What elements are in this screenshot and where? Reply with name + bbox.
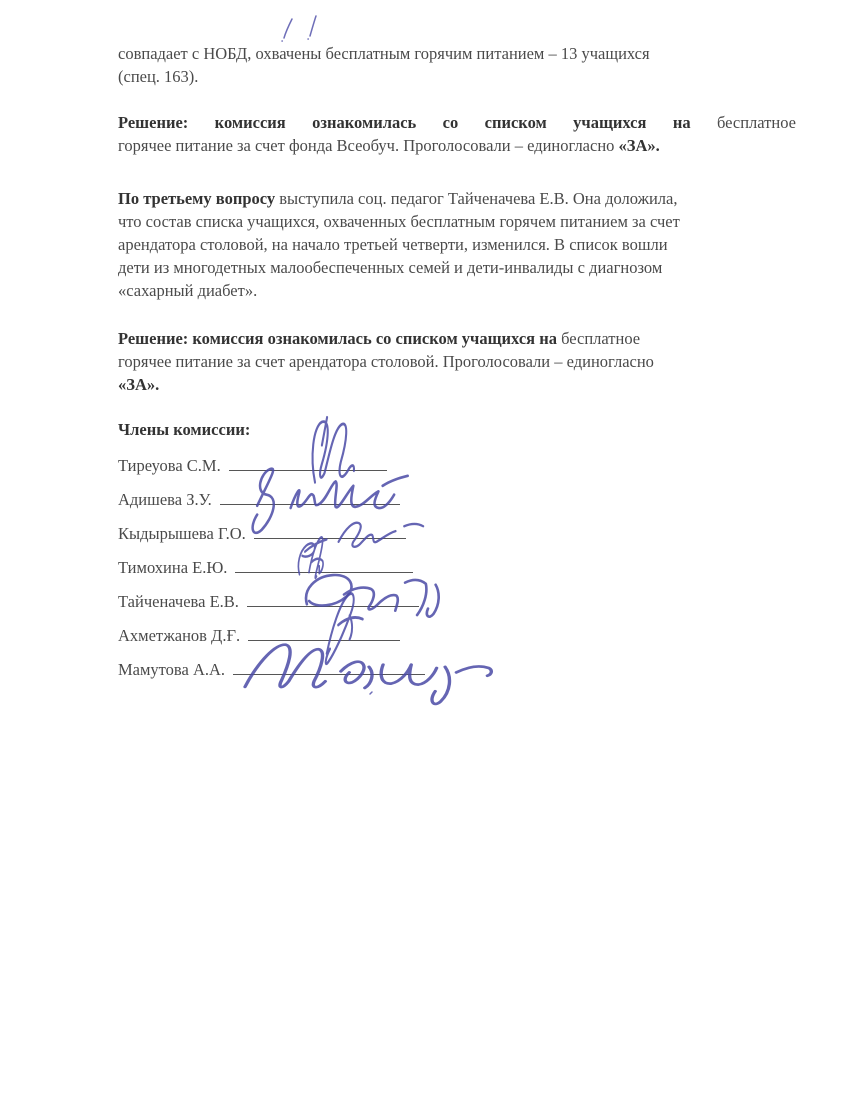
- bold-text: «ЗА».: [618, 136, 660, 155]
- body-text: «сахарный диабет».: [118, 281, 258, 300]
- p-third-question: [118, 187, 796, 302]
- text-line: [118, 111, 796, 134]
- signature-line: [254, 524, 406, 539]
- committee-heading: Члены комиссии:: [118, 420, 251, 439]
- member-name: Ахметжанов Д.Ғ.: [118, 626, 241, 645]
- p-intro: [118, 42, 796, 88]
- pen-tick-2-icon: [301, 13, 323, 39]
- signature-line: [229, 456, 387, 471]
- signature-row-1: [118, 449, 796, 483]
- bold-text: Решение: комиссия ознакомилась со списком учащихся на: [118, 113, 691, 132]
- body-text: горячее питание за счет арендатора столовой. Проголосовали – единогласно: [118, 352, 654, 371]
- member-name: Тиреуова С.М.: [118, 456, 221, 475]
- body-text: что состав списка учащихся, охваченных бесплатным горячем питанием за счет: [118, 212, 680, 231]
- bold-text: Решение: комиссия ознакомилась со списком учащихся на: [118, 329, 557, 348]
- body-text: выступила соц. педагог Тайченачева Е.В. Она доложила,: [275, 189, 678, 208]
- bold-text: «ЗА».: [118, 375, 160, 394]
- member-name: Тайченачева Е.В.: [118, 592, 239, 611]
- p-decision-2: [118, 327, 796, 396]
- text-line: [118, 256, 796, 279]
- signature-row-2: [118, 483, 796, 517]
- body-text: бесплатное: [690, 113, 797, 132]
- signature-row-6: [118, 619, 796, 653]
- signature-row-3: [118, 517, 796, 551]
- signature-row-5: [118, 585, 796, 619]
- member-name: Кыдырышева Г.О.: [118, 524, 246, 543]
- body-text: (спец. 163).: [118, 67, 199, 86]
- text-line: [118, 187, 796, 210]
- document-content: [118, 42, 796, 687]
- member-name: Адишева З.У.: [118, 490, 212, 509]
- text-line: [118, 134, 796, 157]
- text-line: [118, 373, 796, 396]
- body-text: горячее питание за счет фонда Всеобуч. Проголосовали – единогласно: [118, 136, 619, 155]
- document-body: [118, 42, 796, 396]
- signature-line: [235, 558, 413, 573]
- text-line: [118, 350, 796, 373]
- body-text: арендатора столовой, на начало третьей четверти, изменился. В список вошли: [118, 235, 668, 254]
- text-line: [118, 65, 796, 88]
- text-line: [118, 327, 796, 350]
- bold-text: По третьему вопросу: [118, 189, 276, 208]
- text-line: [118, 279, 796, 302]
- ink-dot-icon: [367, 689, 377, 699]
- pen-tick-1-icon: [277, 16, 299, 42]
- p-decision-1: [118, 111, 796, 157]
- signature-line: [220, 490, 400, 505]
- member-name: Мамутова А.А.: [118, 660, 226, 679]
- signature-row-7: [118, 653, 796, 687]
- signature-list: [118, 449, 796, 687]
- signature-line: [247, 592, 419, 607]
- text-line: [118, 233, 796, 256]
- member-name: Тимохина Е.Ю.: [118, 558, 228, 577]
- text-line: [118, 42, 796, 65]
- body-text: дети из многодетных малообеспеченных семей и дети-инвалиды с диагнозом: [118, 258, 663, 277]
- text-line: [118, 210, 796, 233]
- body-text: бесплатное: [556, 329, 641, 348]
- signature-line: [248, 626, 400, 641]
- signature-line: [233, 660, 425, 675]
- signature-row-4: [118, 551, 796, 585]
- body-text: совпадает с НОБД, охвачены бесплатным горячим питанием – 13 учащихся: [118, 44, 650, 63]
